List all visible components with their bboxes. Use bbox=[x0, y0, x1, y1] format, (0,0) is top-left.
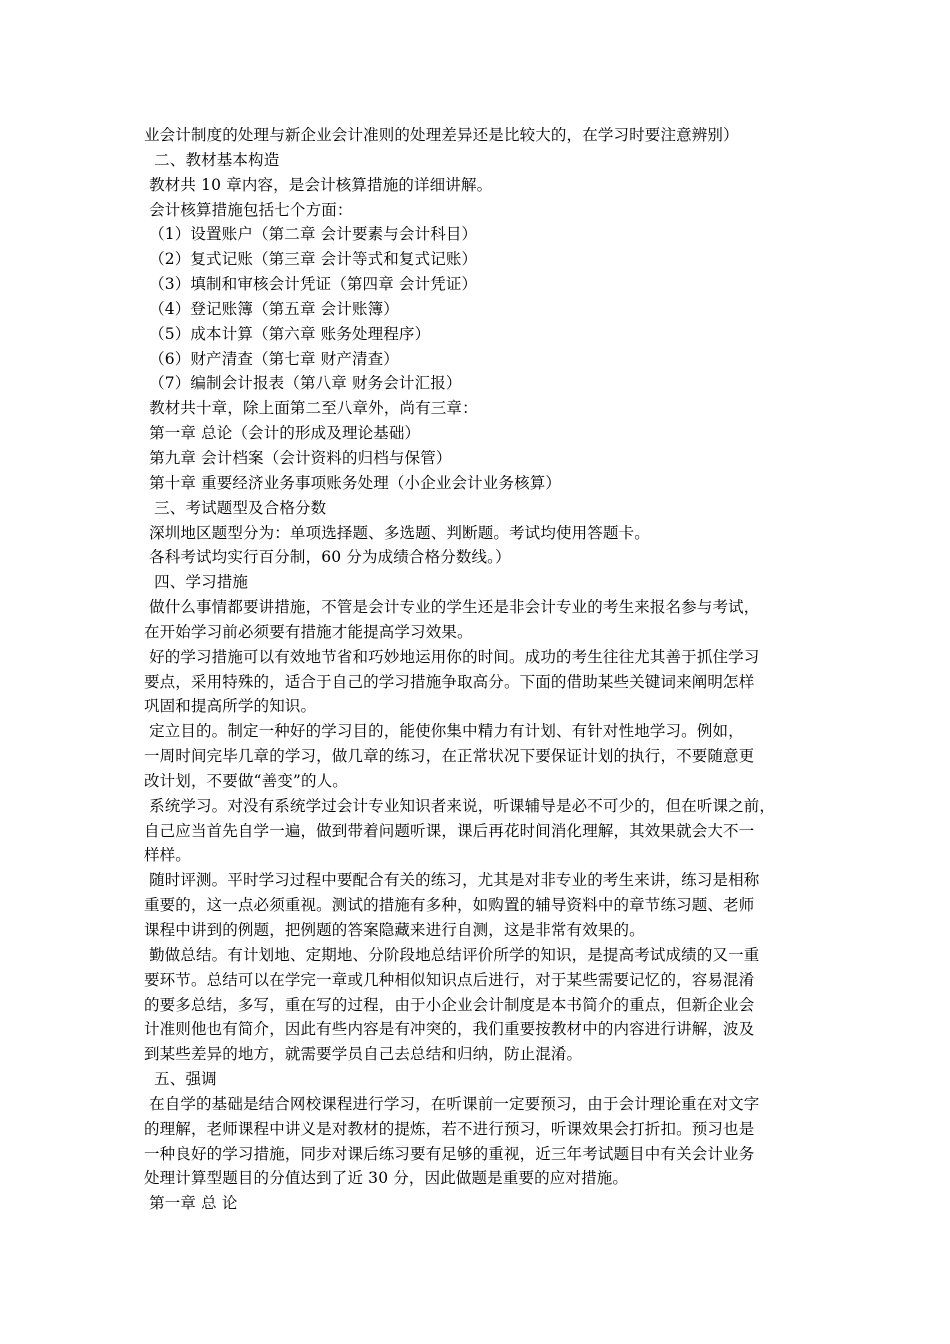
text-line: 各科考试均实行百分制，60 分为成绩合格分数线。） bbox=[144, 548, 511, 567]
text-line: 自己应当首先自学一遍，做到带着问题听课，课后再花时间消化理解，其效果就会大不一 bbox=[144, 821, 755, 840]
text-line: 深圳地区题型分为：单项选择题、多选题、判断题。考试均使用答题卡。 bbox=[144, 523, 650, 542]
text-line: （5）成本计算（第六章 账务处理程序） bbox=[144, 324, 431, 343]
text-line: 一周时间完毕几章的学习，做几章的练习，在正常状况下要保证计划的执行，不要随意更 bbox=[144, 747, 755, 766]
text-line: 巩固和提高所学的知识。 bbox=[144, 697, 317, 716]
text-line: 五、强调 bbox=[144, 1070, 217, 1089]
text-line: 教材共 10 章内容，是会计核算措施的详细讲解。 bbox=[144, 175, 493, 194]
text-line: 教材共十章，除上面第二至八章外，尚有三章： bbox=[144, 399, 478, 418]
text-line: 随时评测。平时学习过程中要配合有关的练习，尤其是对非专业的考生来讲，练习是相称 bbox=[144, 871, 760, 890]
text-line: 会计核算措施包括七个方面： bbox=[144, 200, 353, 219]
text-line: 一种良好的学习措施，同步对课后练习要有足够的重视，近三年考试题目中有关会计业务 bbox=[144, 1144, 755, 1163]
text-line: 业会计制度的处理与新企业会计准则的处理差异还是比较大的，在学习时要注意辨别） bbox=[144, 126, 739, 144]
document-body bbox=[144, 123, 816, 1216]
text-line: 好的学习措施可以有效地节省和巧妙地运用你的时间。成功的考生往往尤其善于抓住学习 bbox=[144, 647, 760, 666]
text-line: 第九章 会计档案（会计资料的归档与保管） bbox=[144, 448, 452, 467]
text-line: 系统学习。对没有系统学过会计专业知识者来说，听课辅导是必不可少的，但在听课之前， bbox=[144, 796, 776, 815]
text-line: （3）填制和审核会计凭证（第四章 会计凭证） bbox=[144, 275, 478, 294]
text-line: 定立目的。制定一种好的学习目的，能使你集中精力有计划、有针对性地学习。例如， bbox=[144, 722, 744, 741]
text-line: 勤做总结。有计划地、定期地、分阶段地总结评价所学的知识，是提高考试成绩的又一重 bbox=[144, 945, 760, 964]
text-line: （6）财产清查（第七章 财产清查） bbox=[144, 349, 399, 368]
text-line: （7）编制会计报表（第八章 财务会计汇报） bbox=[144, 374, 462, 393]
text-line: 第十章 重要经济业务事项账务处理（小企业会计业务核算） bbox=[144, 473, 562, 492]
text-line: 在开始学习前必须要有措施才能提高学习效果。 bbox=[144, 622, 473, 641]
text-line: 三、考试题型及合格分数 bbox=[144, 498, 327, 517]
text-line: 四、学习措施 bbox=[144, 573, 249, 592]
text-line: 要点，采用特殊的，适合于自己的学习措施争取高分。下面的借助某些关键词来阐明怎样 bbox=[144, 672, 755, 691]
text-line: 第一章 总论（会计的形成及理论基础） bbox=[144, 424, 421, 443]
text-line: 在自学的基础是结合网校课程进行学习，在听课前一定要预习，由于会计理论重在对文字 bbox=[144, 1094, 760, 1113]
text-line: 重要的，这一点必须重视。测试的措施有多种，如购置的辅导资料中的章节练习题、老师 bbox=[144, 896, 755, 915]
text-line: 处理计算型题目的分值达到了近 30 分，因此做题是重要的应对措施。 bbox=[144, 1169, 629, 1188]
text-line: 二、教材基本构造 bbox=[144, 150, 280, 169]
text-line: 样样。 bbox=[144, 846, 191, 865]
text-line: 计准则他也有简介，因此有些内容是有冲突的，我们重要按教材中的内容进行讲解，波及 bbox=[144, 1020, 755, 1039]
text-line: 到某些差异的地方，就需要学员自己去总结和归纳，防止混淆。 bbox=[144, 1045, 583, 1064]
text-line: （2）复式记账（第三章 会计等式和复式记账） bbox=[144, 250, 478, 269]
text-line: 的要多总结，多写，重在写的过程，由于小企业会计制度是本书简介的重点，但新企业会 bbox=[144, 995, 755, 1014]
text-line: （4）登记账簿（第五章 会计账簿） bbox=[144, 299, 399, 318]
text-line: 改计划，不要做“善变”的人。 bbox=[144, 771, 348, 790]
text-line: 第一章 总 论 bbox=[144, 1194, 238, 1213]
text-line: （1）设置账户（第二章 会计要素与会计科目） bbox=[144, 225, 478, 244]
text-line: 课程中讲到的例题，把例题的答案隐藏来进行自测，这是非常有效果的。 bbox=[144, 921, 645, 939]
text-line: 的理解，老师课程中讲义是对教材的提炼，若不进行预习，听课效果会打折扣。预习也是 bbox=[144, 1119, 755, 1138]
text-line: 要环节。总结可以在学完一章或几种相似知识点后进行，对于某些需要记忆的，容易混淆 bbox=[144, 970, 755, 989]
text-line: 做什么事情都要讲措施，不管是会计专业的学生还是非会计专业的考生来报名参与考试， bbox=[144, 598, 760, 617]
